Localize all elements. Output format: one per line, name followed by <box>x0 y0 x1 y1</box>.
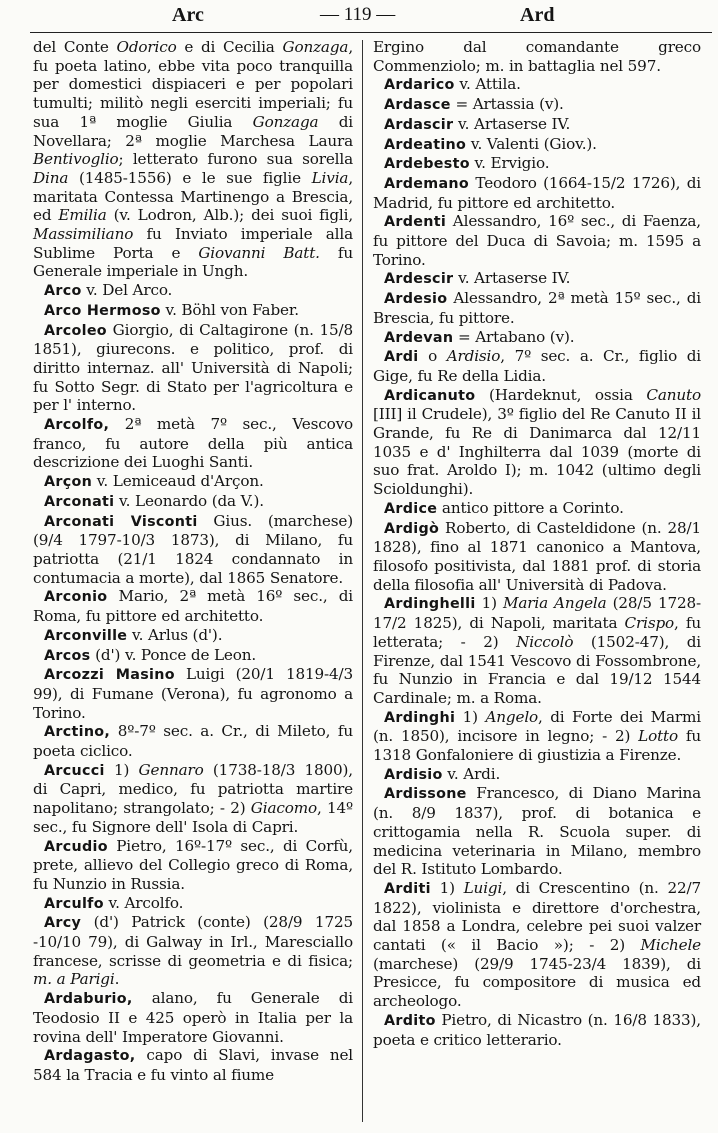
entry-headword: Ardinghelli <box>384 596 476 613</box>
entry-italic-text: Massimiliano <box>33 225 134 244</box>
entry-headword: Arculfo <box>44 895 104 912</box>
page-header <box>0 0 718 36</box>
dictionary-entry <box>373 135 701 155</box>
entry-italic-text: Luigi <box>463 878 503 897</box>
dictionary-entry <box>33 472 353 492</box>
entry-text: , di Crescentino (n. 22/7 1822), violinista e direttore d'orchestra, dal 1858 a Londra, celebre pei suoi valzer cantati (« il Bacio »); - 2) <box>373 878 701 955</box>
entry-italic-text: Bentivoglio <box>33 150 119 169</box>
entry-italic-text: Gonzaga <box>282 38 349 56</box>
entry-text: 1) <box>475 594 503 613</box>
entry-text: v. Valenti (Giov.). <box>466 134 597 153</box>
header-right-guide-word: Ard <box>520 4 555 26</box>
entry-text: , 7º sec. a. Cr., figlio di Gige, fu Re della Lidia. <box>373 347 701 385</box>
entry-text: , maritata Contessa Martinengo a Brescia, ed <box>33 168 353 225</box>
entry-text: (28/5 1728-17/2 1825), di Napoli, maritata <box>373 594 701 633</box>
entry-text: v. Lemiceaud d'Arçon. <box>92 472 264 491</box>
dictionary-entry <box>33 587 353 625</box>
entry-text: (v. Lodron, Alb.); dei suoi figli, <box>106 206 353 225</box>
dictionary-entry <box>373 708 701 765</box>
entry-headword: Ardeatino <box>384 136 467 153</box>
entry-headword: Arconville <box>44 627 128 644</box>
entry-italic-text: Livia <box>311 168 349 187</box>
header-rule <box>30 32 712 33</box>
entry-italic-text: Ardisio <box>446 347 501 366</box>
left-column <box>33 38 353 1085</box>
entry-headword: Arco <box>44 283 82 300</box>
entry-text: fu Generale imperiale in Ungh. <box>33 243 353 281</box>
dictionary-entry <box>373 38 701 75</box>
dictionary-entry <box>33 301 353 321</box>
entry-headword: Arcudio <box>44 838 108 855</box>
entry-italic-text: Canuto <box>646 385 701 404</box>
entry-text: capo di Slavi, invase nel 584 la Tracia e fu vinto al fiume <box>33 1046 353 1084</box>
entry-headword: Arcoleo <box>44 322 107 339</box>
entry-headword: Arconati <box>44 493 115 510</box>
entry-italic-text: m. a Parigi <box>33 970 115 989</box>
dictionary-entry <box>33 665 353 722</box>
entry-text: (1485-1556) e le sue figlie <box>68 168 312 187</box>
entry-text: e di Cecilia <box>176 38 283 56</box>
entry-text: Roberto, di Casteldidone (n. 28/1 1828), fino al 1871 canonico a Mantova, filosofo positivista, dal 1881 prof. di storia della filosofia all' Università di Padova. <box>373 518 701 594</box>
dictionary-entry <box>33 321 353 416</box>
entry-text: 8º-7º sec. a. Cr., di Mileto, fu poeta ciclico. <box>33 722 353 761</box>
page-number: — 119 — <box>320 4 396 25</box>
entry-italic-text: Crispo <box>624 614 675 633</box>
entry-headword: Ardebesto <box>384 156 470 173</box>
dictionary-entry <box>33 989 353 1046</box>
entry-text: , fu letterata; - 2) <box>373 614 701 651</box>
entry-text: 1) <box>455 707 486 726</box>
dictionary-entry <box>373 784 701 879</box>
entry-text: Ergino dal comandante greco Commenziolo; m. in battaglia nel 597. <box>373 38 701 75</box>
entry-text: v. Ervigio. <box>469 154 550 173</box>
dictionary-entry <box>373 154 701 174</box>
entry-text: (d') v. Ponce de Leon. <box>90 645 257 664</box>
entry-headword: Ardito <box>384 1012 436 1029</box>
entry-text: (1738-18/3 1800), di Capri, medico, fu patriotta martire napolitano; strangolato; - 2) <box>33 760 353 818</box>
entry-text: antico pittore a Corinto. <box>437 498 624 517</box>
entry-text: . <box>114 970 120 989</box>
dictionary-entry <box>373 499 701 519</box>
entry-text: Mario, 2ª metà 16º sec., di Roma, fu pittore ed architetto. <box>33 587 353 626</box>
dictionary-entry <box>33 646 353 666</box>
entry-text: v. Artaserse IV. <box>453 114 571 133</box>
entry-text: , 14º sec., fu Signore dell' Isola di Capri. <box>33 799 353 836</box>
dictionary-entry <box>33 626 353 646</box>
entry-text: alano, fu Generale di Teodosio II e 425 operò in Italia per la rovina dell' Imperatore Giovanni. <box>33 989 353 1046</box>
entry-text: o <box>418 347 447 366</box>
dictionary-entry <box>373 386 701 499</box>
entry-italic-text: Maria Angela <box>502 594 607 613</box>
entry-text: v. Leonardo (da V.). <box>114 491 264 510</box>
entry-text: v. Del Arco. <box>81 281 173 300</box>
entry-italic-text: Emilia <box>58 206 107 225</box>
entry-headword: Ardevan <box>384 329 454 346</box>
entry-headword: Ardisio <box>384 766 443 783</box>
entry-headword: Ardigò <box>384 520 440 537</box>
entry-text: v. Artaserse IV. <box>453 269 571 288</box>
entry-text: v. Ardi. <box>442 764 501 783</box>
dictionary-entry <box>33 761 353 837</box>
entry-text: 2ª metà 7º sec., Vescovo franco, fu autore della più antica descrizione dei Luoghi Santi. <box>33 415 353 472</box>
entry-headword: Ardicanuto <box>384 387 476 404</box>
dictionary-entry <box>33 38 353 281</box>
entry-headword: Ardarico <box>384 77 455 94</box>
entry-headword: Arcozzi Masino <box>44 667 175 684</box>
entry-italic-text: Giacomo <box>250 799 317 818</box>
entry-italic-text: Niccolò <box>516 632 574 651</box>
entry-text: Pietro, 16º-17º sec., di Corfù, prete, allievo del Collegio greco di Roma, fu Nunzio in Russia. <box>33 836 353 893</box>
entry-text: (1502-47), di Firenze, dal 1541 Vescovo di Fossombrone, fu Nunzio in Francia e dal 19/12 1544 Cardinale; m. a Roma. <box>373 632 701 707</box>
entry-headword: Arctino, <box>44 724 111 741</box>
dictionary-entry <box>373 95 701 115</box>
entry-text: = Artabano (v). <box>453 327 575 346</box>
entry-text: v. Arcolfo. <box>103 893 184 912</box>
entry-headword: Ardagasto, <box>44 1048 136 1065</box>
dictionary-entry <box>373 765 701 785</box>
entry-headword: Ardice <box>384 500 438 517</box>
dictionary-entry <box>33 492 353 512</box>
dictionary-entry <box>373 115 701 135</box>
entry-text: 1) <box>104 760 139 779</box>
entry-headword: Arditi <box>384 880 431 897</box>
entry-text: v. Arlus (d'). <box>127 625 223 644</box>
entry-italic-text: Dina <box>33 168 69 187</box>
dictionary-entry <box>373 174 701 212</box>
right-column <box>373 38 701 1049</box>
entry-text: fu Inviato imperiale alla Sublime Porta e <box>33 225 353 262</box>
dictionary-entry <box>373 879 701 1011</box>
entry-italic-text: Gennaro <box>138 760 204 779</box>
dictionary-entry <box>33 837 353 894</box>
entry-italic-text: Michele <box>640 936 701 955</box>
entry-headword: Ardemano <box>384 175 469 192</box>
entry-headword: Ardissone <box>384 786 467 803</box>
entry-headword: Ardinghi <box>384 709 456 726</box>
entry-italic-text: Odorico <box>116 38 177 56</box>
entry-headword: Ardesio <box>384 291 448 308</box>
entry-italic-text: Angelo <box>485 707 539 726</box>
dictionary-entry <box>33 722 353 760</box>
entry-text: (marchese) (29/9 1745-23/4 1839), di Presicce, fu compositore di musica ed archeologo. <box>373 954 701 1011</box>
entry-headword: Ardescir <box>384 271 454 288</box>
entry-headword: Arconati Visconti <box>44 513 198 530</box>
entry-text: ; letterato furono sua sorella <box>118 150 353 169</box>
entry-text: (d') Patrick (conte) (28/9 1725 -10/10 79), di Galway in Irl., Maresciallo francese, scrisse di geometria e di fisica; <box>33 913 353 970</box>
dictionary-entry <box>373 519 701 595</box>
dictionary-entry <box>33 913 353 989</box>
entry-text: [III] il Crudele), 3º figlio del Re Canuto II il Grande, fu Re di Danimarca dal 12/11 1035 e d' Inghilterra dal 1039 (morte di suo frat. Aroldo I); m. 1042 (ultimo degli Scioldunghi). <box>373 405 701 499</box>
entry-italic-text: Gonzaga <box>252 112 319 131</box>
entry-text: v. Böhl von Faber. <box>160 300 299 319</box>
dictionary-entry <box>33 894 353 914</box>
dictionary-entry <box>33 415 353 472</box>
dictionary-entry <box>373 1011 701 1049</box>
column-divider <box>362 40 363 1122</box>
entry-text: Luigi (20/1 1819-4/3 99), di Fumane (Verona), fu agronomo a Torino. <box>33 665 353 722</box>
dictionary-entry <box>33 1046 353 1084</box>
entry-headword: Ardasce <box>384 97 451 114</box>
dictionary-entry <box>373 212 701 269</box>
entry-text: di Novellara; 2ª moglie Marchesa Laura <box>33 112 353 150</box>
entry-text: Teodoro (1664-15/2 1726), di Madrid, fu pittore ed architetto. <box>373 173 701 212</box>
entry-text: = Artassia (v). <box>450 95 564 114</box>
entry-italic-text: Lotto <box>638 727 678 746</box>
entry-text: Francesco, di Diano Marina (n. 8/9 1837), prof. di botanica e crittogamia nella R. Scuola super. di medicina veterinaria in Milano, membro del R. Istituto Lombardo. <box>373 784 701 879</box>
entry-headword: Arcolfo, <box>44 417 110 434</box>
entry-headword: Ardascir <box>384 116 454 133</box>
entry-text: 1) <box>430 878 464 897</box>
dictionary-entry <box>373 75 701 95</box>
entry-text: Pietro, di Nicastro (n. 16/8 1833), poeta e critico letterario. <box>373 1010 701 1049</box>
entry-headword: Ardenti <box>384 214 447 231</box>
entry-headword: Arconio <box>44 589 108 606</box>
entry-text: , fu poeta latino, ebbe vita poco tranquilla per domestici dispiaceri e per popolari tumulti; militò negli eserciti imperiali; fu sua 1ª moglie Giulia <box>33 38 353 131</box>
dictionary-entry <box>373 328 701 348</box>
entry-text: Giorgio, di Caltagirone (n. 15/8 1851), giurecons. e politico, prof. di diritto internaz. all' Università di Napoli; fu Sotto Segr. di Stato per l'agricoltura e per l' interno. <box>33 320 353 415</box>
entry-headword: Ardaburio, <box>44 991 133 1008</box>
entry-text: fu 1318 Gonfaloniere di giustizia a Firenze. <box>373 727 701 765</box>
entry-text: Gius. (marchese) (9/4 1797-10/3 1873), di Milano, fu patriotta (21/1 1824 condannato in contumacia a morte), dal 1865 Senatore. <box>33 511 354 587</box>
entry-text: , di Forte dei Marmi (n. 1850), incisore in legno; - 2) <box>373 707 701 746</box>
dictionary-entry <box>373 594 701 707</box>
entry-headword: Arçon <box>44 474 93 491</box>
entry-text: Alessandro, 16º sec., di Faenza, fu pittore del Duca di Savoia; m. 1595 a Torino. <box>373 212 701 269</box>
entry-text: v. Attila. <box>454 75 521 94</box>
entry-headword: Ardi <box>384 349 419 366</box>
dictionary-entry <box>33 281 353 301</box>
entry-text: Alessandro, 2ª metà 15º sec., di Brescia, fu pittore. <box>373 289 701 327</box>
entry-text: del Conte <box>33 38 117 56</box>
entry-headword: Arcucci <box>44 762 105 779</box>
entry-headword: Arcos <box>44 647 91 664</box>
entry-text: (Hardeknut, ossia <box>475 385 647 404</box>
entry-headword: Arco Hermoso <box>44 302 161 319</box>
dictionary-entry <box>33 512 353 588</box>
dictionary-entry <box>373 347 701 385</box>
entry-headword: Arcy <box>44 915 82 932</box>
header-left-guide-word: Arc <box>172 4 204 26</box>
dictionary-entry <box>373 289 701 327</box>
dictionary-entry <box>373 269 701 289</box>
entry-italic-text: Giovanni Batt. <box>198 243 320 262</box>
